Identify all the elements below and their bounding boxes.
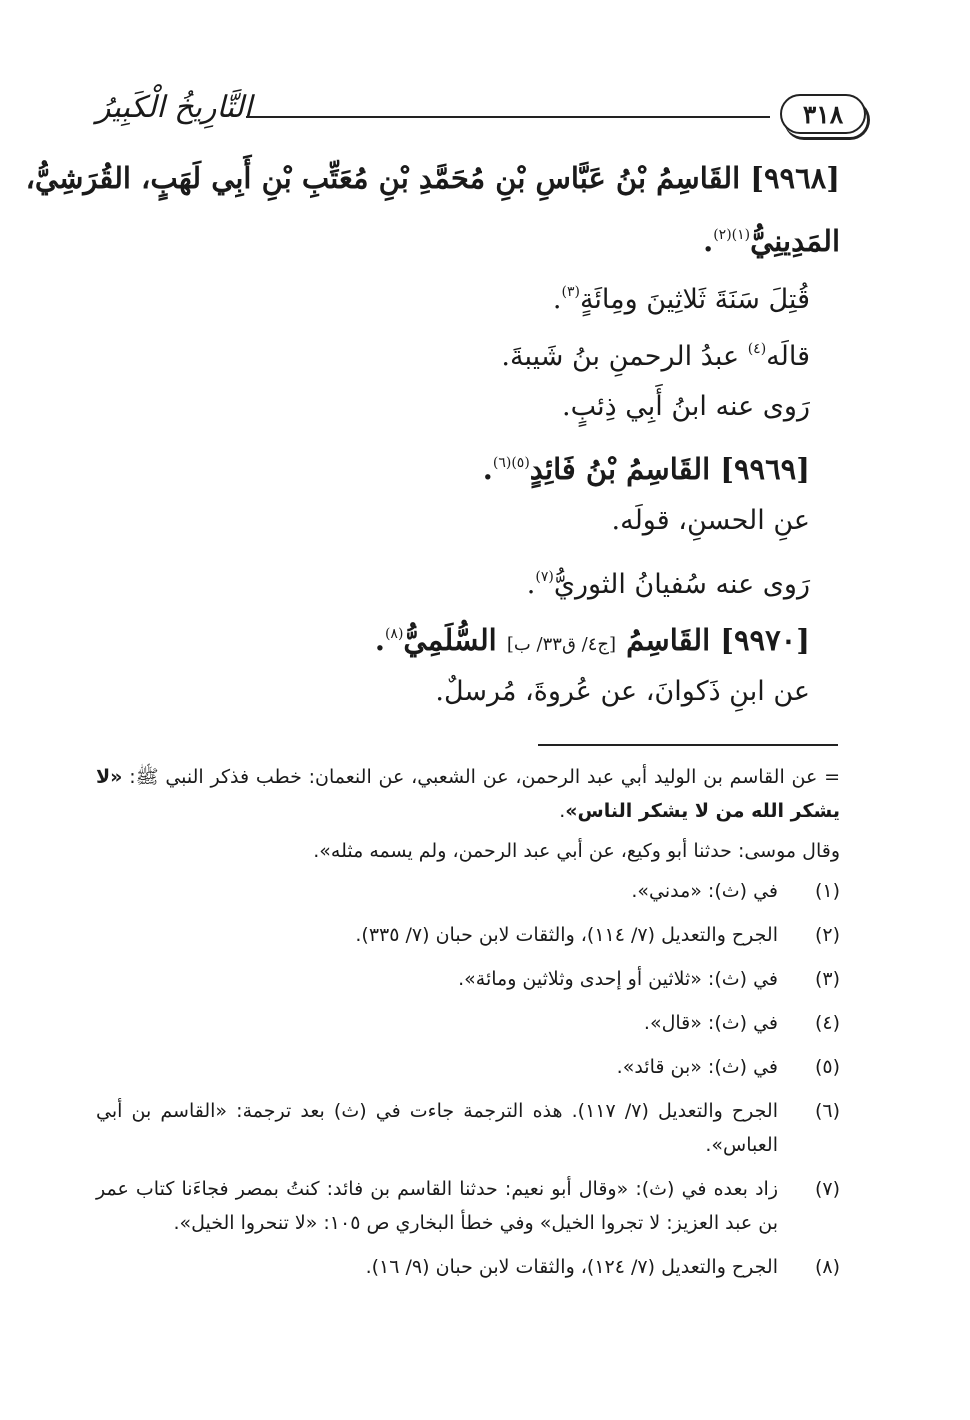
footnote-number: (٣) — [814, 968, 840, 990]
entry-9970-heading — [100, 606, 840, 663]
entry-9970-from — [100, 663, 840, 720]
footnote-number: (٥) — [814, 1056, 840, 1078]
entry-9968-narrator — [100, 378, 840, 435]
entry-9968-source — [100, 321, 840, 378]
footnote-ref: (٧) — [535, 569, 554, 585]
entry-9969-narrator — [100, 549, 840, 606]
footnote-number: (٤) — [814, 1012, 840, 1034]
entry-9968-heading-text: [٩٩٦٨] القَاسِمُ بْنُ عَبَّاسِ بْنِ مُحَمَّدِ بْنِ مُعَتِّبِ بْنِ أَبِي لَهَبٍ، القُرَشِيُّ، — [25, 161, 840, 195]
entry-9969-heading-text: [٩٩٦٩] القَاسِمُ بْنُ فَائِدٍ — [529, 452, 810, 486]
footnote-continuation-2 — [96, 834, 840, 868]
running-title: التَّارِيخُ الْكَبِيرُ — [96, 90, 253, 125]
footnote-text: في (ث): «ثلاثين أو إحدى وثلاثين ومائة». — [458, 968, 778, 990]
page-number: ٣١٨ — [780, 94, 866, 134]
source-pre: قالَه — [766, 341, 810, 372]
footnote-item — [96, 1050, 840, 1084]
footnote-text: الجرح والتعديل (٧/ ١١٤)، والثقات لابن حبان (٧/ ٣٣٥). — [355, 924, 778, 946]
footnote-text: في (ث): «مدني». — [631, 880, 778, 902]
entry-9968-death — [100, 264, 840, 321]
punct: . — [526, 569, 536, 600]
footnote-ref: (٣) — [561, 284, 580, 300]
footnote-ref: (٨) — [384, 626, 404, 642]
running-header — [96, 88, 866, 144]
footnote-item — [96, 918, 840, 952]
footnote-item — [96, 1006, 840, 1040]
footnote-item — [96, 1172, 840, 1240]
footnote-number: (٢) — [814, 924, 840, 946]
punct: . — [482, 452, 493, 486]
entry-9969-from — [100, 492, 840, 549]
footnote-item — [96, 1250, 840, 1284]
entry-9970-heading-b: السُّلَمِيُّ — [403, 623, 507, 657]
punct: . — [559, 800, 566, 822]
footnote-number: (٨) — [814, 1256, 840, 1278]
footnote-ref: (٥)(٦) — [492, 455, 530, 471]
footnote-item — [96, 874, 840, 908]
footnote-separator — [538, 744, 838, 746]
footnote-text: في (ث): «قال». — [643, 1012, 778, 1034]
footnote-ref: (١)(٢) — [713, 227, 751, 243]
footnote-number: (٧) — [814, 1178, 840, 1200]
footnote-text: زاد بعده في (ث): «وقال أبو نعيم: حدثنا القاسم بن فائد: كنتُ بمصر فجاءَنا كتاب عمر بن عبد العزيز: لا تجروا الخيل» وفي خطأ البخاري ص ١٠٥: «لا تنحروا الخيل». — [96, 1178, 778, 1234]
header-rule — [246, 116, 770, 118]
entry-9968-nisba: المَدِينِيُّ — [750, 224, 840, 258]
death-text: قُتِلَ سَنَةَ ثَلاثِينَ ومِائَةٍ — [579, 284, 810, 315]
narrator-text: رَوى عنه ابنُ أَبِي ذِئبٍ. — [562, 391, 810, 422]
footnote-text: في (ث): «بن قائد». — [616, 1056, 778, 1078]
continuation-text-2: وقال موسى: حدثنا أبو وكيع، عن أبي عبد الرحمن، ولم يسمه مثله». — [313, 840, 840, 862]
continuation-text: = عن القاسم بن الوليد أبي عبد الرحمن، عن الشعبي، عن النعمان: خطب فذكر النبي ﷺ: — [122, 766, 840, 788]
footnote-ref: (٤) — [747, 341, 767, 357]
footnote-number: (١) — [814, 880, 840, 902]
footnotes — [96, 760, 840, 1294]
footnote-continuation — [96, 760, 840, 828]
from-text: عن ابنِ ذَكوانَ، عن عُروةَ، مُرسلٌ. — [435, 676, 810, 707]
from-text: عنِ الحسنِ، قولَه. — [611, 505, 810, 536]
punct: . — [703, 224, 714, 258]
entry-9970-heading-a: [٩٩٧٠] القَاسِمُ — [616, 623, 810, 657]
footnote-text: الجرح والتعديل (٧/ ١١٧). هذه الترجمة جاءت في (ث) بعد ترجمة: «القاسم بن أبي العباس». — [96, 1100, 778, 1156]
footnote-item — [96, 962, 840, 996]
footnote-number: (٦) — [814, 1100, 840, 1122]
punct: . — [374, 623, 385, 657]
source-post: عبدُ الرحمنِ بنُ شَيبةَ. — [501, 341, 748, 372]
footnote-item — [96, 1094, 840, 1162]
footnote-text: الجرح والتعديل (٧/ ١٢٤)، والثقات لابن حبان (٩/ ١٦). — [365, 1256, 778, 1278]
main-text — [25, 150, 840, 720]
narrator-text: رَوى عنه سُفيانُ الثوريُّ — [553, 569, 810, 600]
punct: . — [552, 284, 562, 315]
continuation-quote: «لا يشكر الله من لا يشكر الناس» — [96, 766, 840, 822]
manuscript-ref: [ج٤/ ق٣٣/ ب] — [506, 634, 617, 655]
entry-9969-heading — [100, 435, 840, 492]
entry-9968-heading — [25, 150, 840, 207]
entry-9968-heading-cont — [100, 207, 840, 264]
